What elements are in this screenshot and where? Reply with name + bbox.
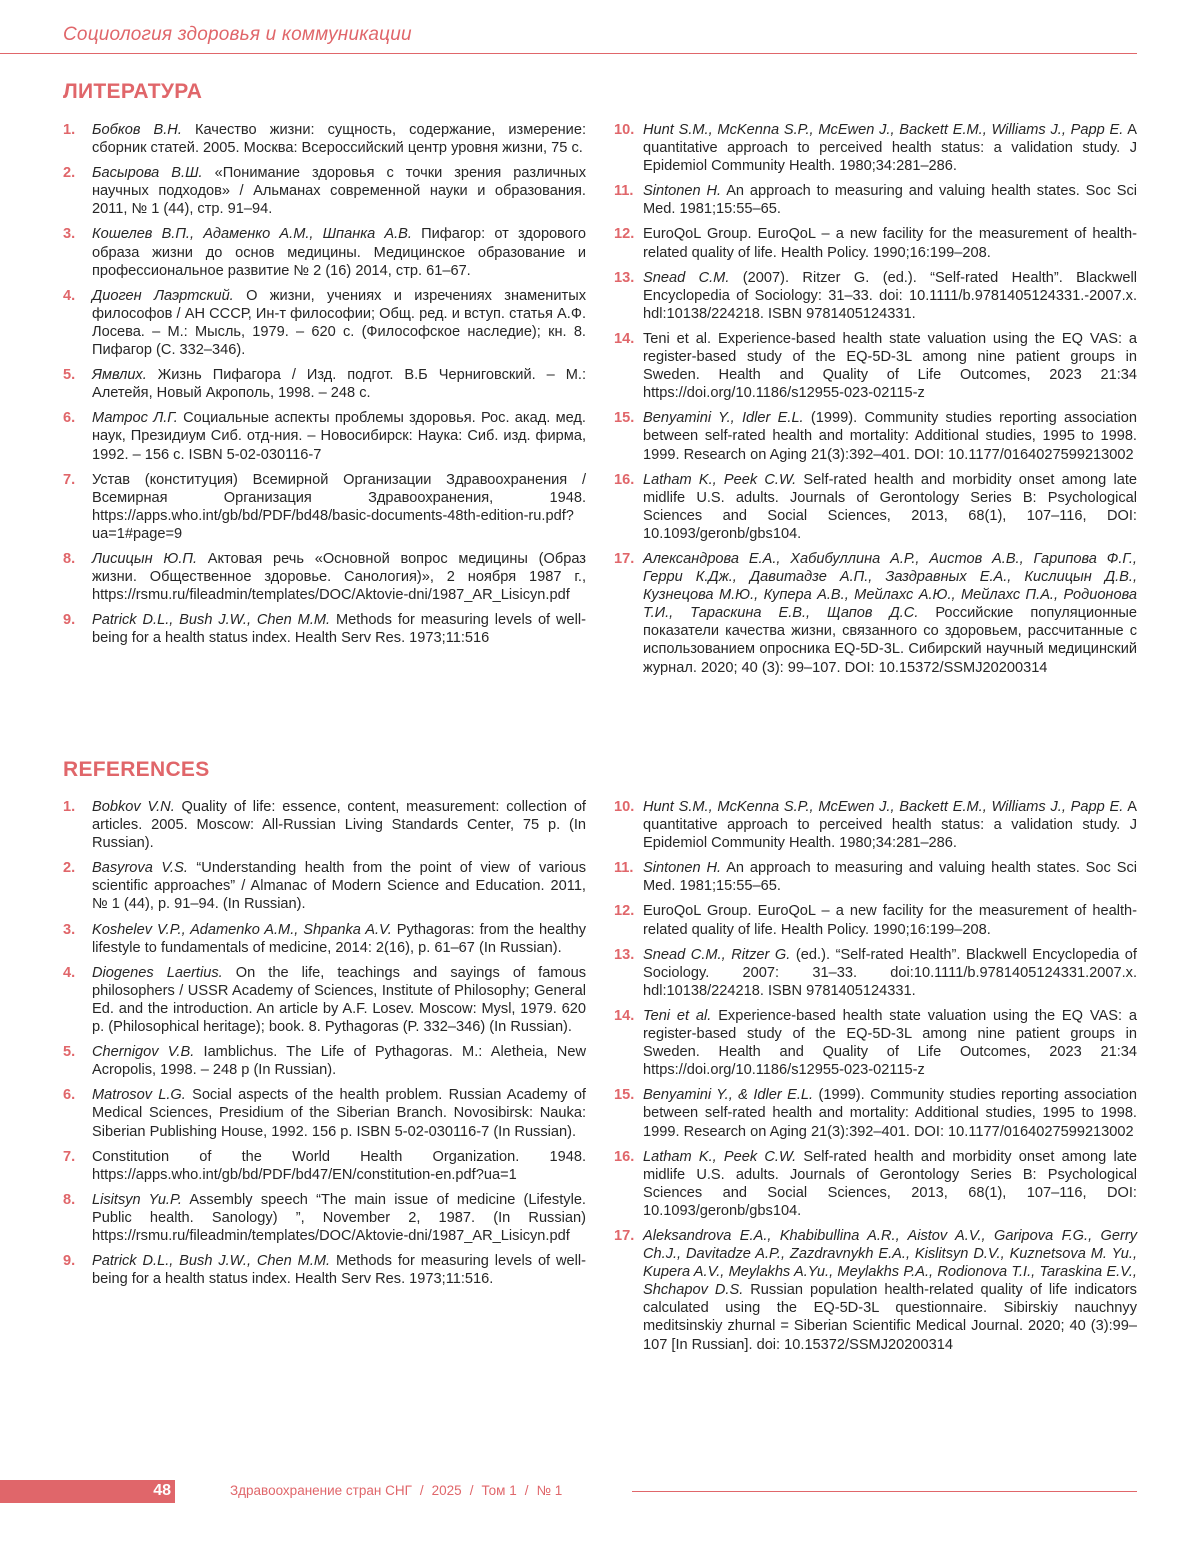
reference-authors: Patrick D.L., Bush J.W., Chen M.M.	[92, 612, 331, 629]
reference-authors: Latham K., Peek C.W.	[643, 1148, 797, 1165]
reference-text: Russian population health-related quality of life indicators calculated using the EQ-5D-3L questionnaire. Sibirskiy nauchnyy meditsinskiy zhurnal = Siberian Scientific Medical Journal. 2020; 40 (3):99–107 [In Russian]. doi: 10.15372/SSMJ20200314	[643, 1282, 1137, 1353]
reference-number: 16.	[614, 471, 635, 488]
reference-number: 10.	[614, 799, 635, 815]
reference-item	[63, 1086, 586, 1140]
reference-number: 13.	[614, 946, 635, 963]
reference-number: 8.	[63, 1191, 76, 1208]
reference-text: Актовая речь «Основной вопрос медицины (Образ жизни. Общественное здоровье. Санология)», 2 ноября 1987 г., https://rsmu.ru/fileadmin/templates/DOC/Aktovie-dni/1987_AR_Lisicyn.pdf	[92, 550, 586, 604]
reference-item	[614, 946, 1137, 1000]
reference-authors: Лисицын Ю.П.	[92, 550, 197, 567]
reference-item	[614, 182, 1137, 218]
reference-list	[63, 121, 586, 647]
reference-text: A quantitative approach to perceived health status: a validation study. J Epidemiol Community Health. 1980;34:281–286.	[643, 799, 1138, 852]
reference-authors: Hunt S.M., McKenna S.P., McEwen J., Backett E.M., Williams J., Papp E.	[643, 799, 1124, 815]
reference-item	[614, 330, 1137, 402]
reference-text: Self-rated health and morbidity onset among late midlife U.S. adults. Journals of Gerontology Series B: Psychological Sciences and Social Sciences, 2013, 68(1), 107–116, DOI: 10.1093/geronb/gbs104.	[643, 1148, 1137, 1219]
reference-item	[63, 366, 586, 402]
references-left-column	[63, 798, 586, 1295]
reference-number: 17.	[614, 1227, 635, 1244]
reference-number: 4.	[63, 287, 76, 304]
reference-text: (2007). Ritzer G. (ed.). “Self-rated Health”. Blackwell Encyclopedia of Sociology: 31–33. doi: 10.1111/b.9781405124331.-2007.x. hdl:10138/224218. ISBN 9781405124331.	[643, 269, 1137, 322]
reference-item	[614, 1148, 1137, 1220]
reference-number: 6.	[63, 410, 76, 427]
reference-number: 10.	[614, 122, 635, 138]
section-title-references: REFERENCES	[63, 758, 210, 781]
references-right-column	[614, 798, 1137, 1361]
page-number-bar	[0, 1480, 175, 1503]
footer-citation	[230, 1483, 562, 1498]
reference-item	[614, 902, 1137, 938]
reference-text: Пифагор: от здорового образа жизни до основ медицины. Медицинское образование и профессиональное развитие № 2 (16) 2014, стр. 61–67.	[92, 226, 587, 279]
footer-rule	[632, 1491, 1137, 1492]
reference-text: Iamblichus. The Life of Pythagoras. M.: Aletheia, New Acropolis, 1998. – 248 p (In Russian).	[92, 1044, 586, 1079]
reference-item	[614, 1086, 1137, 1140]
reference-item	[614, 859, 1137, 895]
footer-separator: /	[524, 1483, 529, 1498]
reference-text: A quantitative approach to perceived health status: a validation study. J Epidemiol Community Health. 1980;34:281–286.	[643, 122, 1138, 175]
reference-text: EuroQoL Group. EuroQoL – a new facility for the measurement of health-related quality of life. Health Policy. 1990;16:199–208.	[643, 903, 1137, 938]
reference-item	[614, 121, 1137, 175]
reference-item	[63, 611, 586, 647]
reference-authors: Snead C.M.	[643, 269, 730, 286]
reference-item	[614, 1007, 1137, 1079]
reference-text: Quality of life: essence, content, measurement: collection of articles. 2005. Moscow: All-Russian Living Standards Center, 75 p. (In Russian).	[92, 799, 586, 852]
reference-authors: Benyamini Y., & Idler E.L.	[643, 1087, 814, 1104]
reference-authors: Hunt S.M., McKenna S.P., McEwen J., Backett E.M., Williams J., Papp E.	[643, 122, 1124, 138]
reference-number: 12.	[614, 226, 635, 243]
reference-text: “Understanding health from the point of view of various scientific approaches” / Almanac of Modern Science and Education. 2011, № 1 (44), p. 91–94. (In Russian).	[92, 860, 586, 913]
reference-number: 16.	[614, 1148, 635, 1165]
reference-item	[614, 409, 1137, 463]
reference-number: 13.	[614, 269, 635, 286]
reference-text: On the life, teachings and sayings of famous philosophers / USSR Academy of Sciences, Institute of Philosophy; General Ed. and the introduction. An article by A.F. Losev. Moscow: Mysl, 1979. 620 p. (Philosophical heritage); book. 8. Pythagoras (P. 332–346) (In Russian).	[92, 964, 586, 1036]
reference-item	[63, 121, 586, 157]
reference-authors: Lisitsyn Yu.P.	[92, 1191, 182, 1208]
reference-authors: Sintonen H.	[643, 183, 722, 200]
reference-text: Methods for measuring levels of well-being for a health status index. Health Serv Res. 1973;11:516	[92, 612, 586, 647]
reference-number: 2.	[63, 165, 76, 182]
reference-number: 15.	[614, 1087, 635, 1104]
footer-issue: № 1	[536, 1483, 563, 1498]
reference-number: 7.	[63, 471, 76, 488]
reference-text: An approach to measuring and valuing health states. Soc Sci Med. 1981;15:55–65.	[643, 183, 1137, 218]
reference-authors: Koshelev V.P., Adamenko A.M., Shpanka A.V.	[92, 921, 392, 938]
reference-authors: Бобков В.Н.	[92, 122, 182, 138]
reference-number: 7.	[63, 1148, 76, 1165]
reference-number: 2.	[63, 860, 76, 877]
reference-item	[63, 1252, 586, 1288]
reference-authors: Sintonen H.	[643, 860, 722, 877]
reference-text: Жизнь Пифагора / Изд. подгот. В.Б Черниговский. – М.: Алетейя, Новый Акрополь, 1998. – 248 с.	[92, 367, 586, 402]
reference-text: Устав (конституция) Всемирной Организации Здравоохранения / Всемирная Организация Здравоохранения, 1948. https://apps.who.int/gb/bd/PDF/bd48/basic-documents-48th-edition-ru.pdf?ua=1#page=9	[92, 471, 586, 542]
reference-number: 9.	[63, 1253, 76, 1270]
reference-list	[63, 798, 586, 1288]
reference-number: 3.	[63, 226, 76, 243]
reference-text: Constitution of the World Health Organization. 1948. https://apps.who.int/gb/bd/PDF/bd47/EN/constitution-en.pdf?ua=1	[92, 1148, 586, 1183]
reference-item	[614, 1227, 1137, 1354]
reference-item	[63, 471, 586, 543]
reference-item	[63, 1191, 586, 1245]
reference-text: Социальные аспекты проблемы здоровья. Рос. акад. мед. наук, Президиум Сиб. отд-ния. – Новосибирск: Наука: Сиб. изд. фирма, 1992. – 156 с. ISBN 5-02-030116-7	[92, 410, 586, 463]
reference-text: Assembly speech “The main issue of medicine (Lifestyle. Public health. Sanology) ”, November 2, 1987. (In Russian) https://rsmu.ru/fileadmin/templates/DOC/Aktovie-dni/1987_AR_Lisicyn.pdf	[92, 1191, 586, 1244]
reference-authors: Benyamini Y., Idler E.L.	[643, 410, 804, 427]
reference-number: 8.	[63, 550, 76, 567]
reference-number: 1.	[63, 122, 76, 138]
reference-item	[63, 798, 586, 852]
reference-item	[614, 225, 1137, 261]
reference-text: Качество жизни: сущность, содержание, измерение: сборник статей. 2005. Москва: Всероссийский центр уровня жизни, 75 с.	[92, 122, 587, 157]
reference-number: 6.	[63, 1087, 76, 1104]
reference-item	[63, 409, 586, 463]
reference-authors: Snead C.M., Ritzer G.	[643, 946, 791, 963]
reference-authors: Bobkov V.N.	[92, 799, 175, 815]
reference-number: 9.	[63, 612, 76, 629]
reference-item	[63, 287, 586, 359]
reference-item	[614, 798, 1137, 852]
literature-left-column	[63, 121, 586, 654]
reference-item	[63, 859, 586, 913]
page-number: 48	[153, 1482, 171, 1499]
reference-item	[614, 550, 1137, 677]
reference-authors: Teni et al.	[643, 1007, 712, 1024]
reference-text: (1999). Community studies reporting association between self-rated health and mortality: Additional studies, 1995 to 1998. 1999. Research on Aging 21(3):392–401. DOI: 10.1177/0164027599213002	[643, 410, 1137, 463]
reference-authors: Басырова В.Ш.	[92, 165, 203, 182]
reference-number: 15.	[614, 410, 635, 427]
reference-text: An approach to measuring and valuing health states. Soc Sci Med. 1981;15:55–65.	[643, 860, 1137, 895]
reference-text: Methods for measuring levels of well-being for a health status index. Health Serv Res. 1973;11:516.	[92, 1253, 586, 1288]
reference-authors: Matrosov L.G.	[92, 1087, 186, 1104]
reference-item	[63, 1148, 586, 1184]
reference-text: Российские популяционные показатели качества жизни, связанного со здоровьем, рассчитанные с использованием опросника EQ-5D-3L. Сибирский научный медицинский журнал. 2020; 40 (3): 99–107. DOI: 10.15372/SSMJ20200314	[643, 605, 1137, 676]
reference-text: EuroQoL Group. EuroQoL – a new facility for the measurement of health-related quality of life. Health Policy. 1990;16:199–208.	[643, 226, 1137, 261]
reference-item	[63, 164, 586, 218]
reference-text: (ed.). “Self-rated Health”. Blackwell Encyclopedia of Sociology. 2007: 31–33. doi:10.1111/b.9781405124331.2007.x. hdl:10138/224218. ISBN 9781405124331.	[643, 946, 1137, 999]
reference-authors: Александрова Е.А., Хабибуллина А.Р., Аистов А.В., Гарипова Ф.Г., Герри К.Дж., Давитадзе А.П., Заздравных Е.А., Кислицын Д.В., Кузнецова М.Ю., Купера А.В., Мейлахс А.Ю., Мейлахс П.А., Родионова Т.И., Тараскина Е.В., Щапов Д.С.	[643, 550, 1137, 622]
journal-title: Социология здоровья и коммуникации	[63, 24, 412, 45]
footer-year: 2025	[431, 1483, 462, 1498]
reference-number: 11.	[614, 183, 634, 200]
reference-text: О жизни, учениях и изречениях знаменитых философов / АН СССР, Ин-т философии; Общ. ред. и вступ. статья А.Ф. Лосева. – М.: Мысль, 1979. – 620 с. (Философское наследие); кн. 8. Пифагор (С. 332–346).	[92, 287, 586, 359]
reference-number: 17.	[614, 550, 635, 567]
literature-right-column	[614, 121, 1137, 684]
reference-text: «Понимание здоровья с точки зрения различных научных подходов» / Альманах современной науки и образования. 2011, № 1 (44), стр. 91–94.	[92, 165, 586, 218]
reference-number: 12.	[614, 903, 635, 920]
reference-text: Experience-based health state valuation using the EQ VAS: a register-based study of the EQ-5D-3L among nine patient groups in Sweden. Health and Quality of Life Outcomes, 2023 21:34 https://doi.org/10.1186/s12955-023-02115-z	[643, 1007, 1137, 1079]
reference-number: 5.	[63, 367, 76, 384]
reference-number: 4.	[63, 964, 76, 981]
reference-item	[63, 550, 586, 604]
footer-journal: Здравоохранение стран СНГ	[230, 1483, 412, 1498]
reference-text: Self-rated health and morbidity onset among late midlife U.S. adults. Journals of Gerontology Series B: Psychological Sciences and Social Sciences, 2013, 68(1), 107–116, DOI: 10.1093/geronb/gbs104.	[643, 471, 1137, 542]
section-title-literature: ЛИТЕРАТУРА	[63, 80, 203, 103]
reference-number: 14.	[614, 330, 635, 347]
reference-authors: Ямвлих.	[92, 367, 147, 384]
reference-number: 3.	[63, 921, 76, 938]
reference-authors: Diogenes Laertius.	[92, 964, 223, 981]
header-rule	[0, 53, 1137, 54]
reference-item	[63, 921, 586, 957]
reference-list	[614, 121, 1137, 677]
reference-text: (1999). Community studies reporting association between self-rated health and mortality: Additional studies, 1995 to 1998. 1999. Research on Aging 21(3):392–401. DOI: 10.1177/0164027599213002	[643, 1087, 1137, 1140]
reference-text: Teni et al. Experience-based health state valuation using the EQ VAS: a register-based study of the EQ-5D-3L among nine patient groups in Sweden. Health and Quality of Life Outcomes, 2023 21:34 https://doi.org/10.1186/s12955-023-02115-z	[643, 330, 1137, 402]
reference-authors: Диоген Лаэртский.	[92, 287, 234, 304]
reference-authors: Aleksandrova E.A., Khabibullina A.R., Aistov A.V., Garipova F.G., Gerry Ch.J., Davitadze A.P., Zazdravnykh E.A., Kislitsyn D.V., Kuznetsova M. Yu., Kupera A.V., Meylakhs A.Yu., Meylakhs P.A., Rodionova T.I., Taraskina E.V., Shchapov D.S.	[643, 1227, 1137, 1299]
reference-authors: Кошелев В.П., Адаменко А.М., Шпанка А.В.	[92, 226, 412, 243]
reference-item	[614, 471, 1137, 543]
footer-separator: /	[419, 1483, 424, 1498]
reference-item	[614, 269, 1137, 323]
reference-item	[63, 225, 586, 279]
reference-authors: Матрос Л.Г.	[92, 410, 178, 427]
reference-number: 5.	[63, 1044, 76, 1061]
reference-list	[614, 798, 1137, 1354]
reference-item	[63, 964, 586, 1036]
reference-number: 11.	[614, 860, 634, 877]
reference-number: 1.	[63, 799, 76, 815]
footer-volume: Том 1	[481, 1483, 517, 1498]
reference-number: 14.	[614, 1007, 635, 1024]
reference-authors: Latham K., Peek C.W.	[643, 471, 797, 488]
footer-separator: /	[469, 1483, 474, 1498]
reference-authors: Chernigov V.B.	[92, 1044, 195, 1061]
reference-authors: Basyrova V.S.	[92, 860, 188, 877]
reference-authors: Patrick D.L., Bush J.W., Chen M.M.	[92, 1253, 331, 1270]
reference-text: Pythagoras: from the healthy lifestyle to fundamentals of medicine, 2014: 2(16), p. 61–67 (In Russian).	[92, 921, 587, 956]
reference-text: Social aspects of the health problem. Russian Academy of Medical Sciences, Presidium of the Siberian Branch. Novosibirsk: Nauka: Siberian Publishing House, 1992. 156 p. ISBN 5-02-030116-7 (In Russian).	[92, 1087, 586, 1140]
reference-item	[63, 1043, 586, 1079]
